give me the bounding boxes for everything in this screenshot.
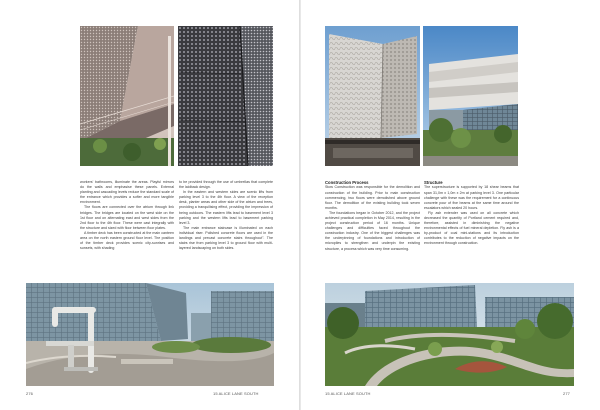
patterned-facade-illustration — [325, 26, 420, 166]
right-page-number: 277 — [563, 391, 570, 396]
facade-detail-photo — [178, 26, 273, 166]
perforated-facade-illustration — [178, 26, 273, 166]
courtyard-seating-illustration — [26, 283, 274, 386]
paragraph: The superstructure is supported by 18 shear beams that span 31,0m x 1,0m x 2m at parking level 3. One particular challenge with these was the requirement for a continuous concrete pour of five beams at the same time around the escalators which sealed 20 hours. — [424, 185, 519, 210]
left-page-column-2 — [179, 180, 273, 251]
section-heading: Structure — [424, 180, 443, 185]
building-exterior-illustration — [423, 26, 518, 166]
paragraph: Fly ash extender was used on all concrete which decreased the quantity of Portland cement required and, therefore, assisted in diminishing the negative environmental effects of fuel mineral depletion. Fly ash is a by-product of coal mini-stations and its introduction contributes to the reduction of negative impacts on the environment through construction. — [424, 210, 519, 246]
right-page — [301, 0, 600, 410]
left-page — [0, 0, 299, 410]
atrium-illustration — [80, 26, 174, 166]
paragraph: The floors are connected over the atrium through link bridges. The bridges are located on the west side on the 1st floor and on alternating east and west sides from the 2nd floor to the 4th floor. These were cast integrally with the structure and sized with floor between floor plates. — [80, 205, 174, 230]
right-page-column-1 — [325, 180, 420, 252]
paragraph: The main entrance staircase is illuminated on each individual riser. Polished concrete floors are used in the landings and precast concrete stairs throughout". The stairs rise from parking level 3 to ground floor with multi-layered landscaping on both sides. — [179, 225, 273, 251]
paragraph: The foundations began in October 2012, and the project achieved practical completion in May 2014, resulting in the project construction period of 16 months. Unique challenges and difficulties faced throughout the construction industry. One of the biggest challenges was the underpinning of foundations and introduction of micropiles to strengthen and underpin the existing structure, a process which was very time consuming. — [325, 210, 420, 251]
landscaped-garden-illustration — [325, 283, 574, 386]
building-corner-photo — [325, 26, 420, 166]
right-page-column-2 — [424, 180, 519, 247]
paragraph: workers' bathrooms, illuminate the areas. Playful mirrors do the walls and emphasise these panels. External planting and cascading levels reduce the standard scale of the entrance which provides a softer and more tangible environment. — [80, 180, 174, 205]
paragraph: In the eastern and western sides are scenic lifts from parking level 3 to the 4th floor. A view of the reception desk, planter areas and other side of the atrium and trees, providing a tranquilising effect, providing the impression of being outdoors. The eastern lifts lead to basement level 3 parking and the western lifts lead to basement parking level 3. — [179, 190, 273, 225]
atrium-photo — [80, 26, 174, 166]
paragraph: to be provided through the use of umbrellas that complete the laidback design. — [179, 180, 273, 190]
section-heading: Construction Process — [325, 180, 369, 185]
building-exterior-photo — [423, 26, 518, 166]
landscaped-garden-photo — [325, 283, 574, 386]
paragraph: A timber deck has been constructed at the main canteen area on the north eastern ground floor level. The position of the timber deck provides scenic city-sunrises and sunsets, with shading — [80, 230, 174, 251]
right-running-title: 15 ALICE LANE SOUTH — [325, 391, 371, 396]
left-page-column-1 — [80, 180, 174, 251]
paragraph: Stow Construction was responsible for the demolition and construction of the building. Prior to main construction commencing, two floors were demolished above ground floor. The demolition of the existing building took seven months. — [325, 185, 420, 210]
courtyard-seating-photo — [26, 283, 274, 386]
left-running-title: 15 ALICE LANE SOUTH — [213, 391, 259, 396]
left-page-number: 276 — [26, 391, 33, 396]
